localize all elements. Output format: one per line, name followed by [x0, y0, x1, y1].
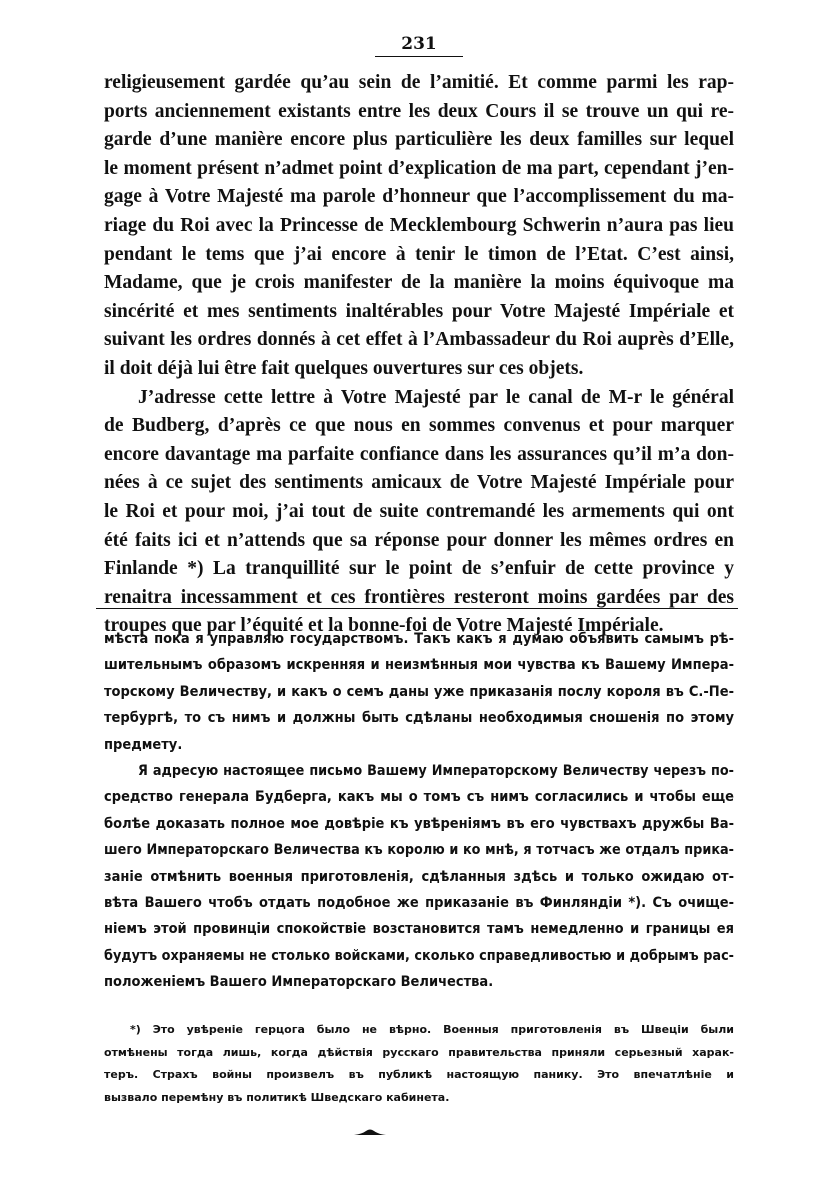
french-line: garde d’une manière encore plus particulière les deux familles sur lequel	[104, 129, 734, 151]
french-line: le moment présent n’admet point d’explication de ma part, cependant j’en-	[104, 157, 734, 179]
footnote-line: *) Это увѣреніе герцога было не вѣрно. Военныя приготовленія въ Швеціи были	[130, 1023, 734, 1036]
russian-line: шего Императорскаго Величества къ королю и ко мнѣ, я тотчасъ же отдалъ прика-	[104, 842, 734, 859]
french-line: sincérité et mes sentiments inaltérables pour Votre Majesté Impériale et	[104, 300, 734, 322]
french-line: suivant les ordres donnés à cet effet à l’Ambassadeur du Roi auprès d’Elle,	[104, 329, 734, 351]
russian-line: средство генерала Будберга, какъ мы о томъ съ нимъ согласились и чтобы еще	[104, 789, 734, 806]
russian-line: ніемъ этой провинціи спокойствіе возстановится тамъ немедленно и границы ея	[104, 921, 734, 938]
french-line: nées à ce sujet des sentiments amicaux de Votre Majesté Impériale pour	[104, 472, 734, 494]
footnote-line: вызвало перемѣну въ политикѣ Шведскаго кабинета.	[104, 1090, 450, 1104]
french-line: été faits ici et n’attends que sa réponse pour donner les mêmes ordres en	[104, 529, 734, 551]
french-text	[104, 68, 734, 637]
french-line: renaitra incessamment et ces frontières resteront moins gardées par des	[104, 586, 734, 608]
page-number	[0, 34, 838, 57]
russian-line: заніе отмѣнить военныя приготовленія, сдѣланныя здѣсь и только ожидаю от-	[104, 868, 734, 885]
footnote-line: отмѣнены тогда лишь, когда дѣйствія русскаго правительства приняли серьезный харак-	[104, 1045, 734, 1059]
footnote	[104, 1018, 734, 1113]
russian-line: торскому Величеству, и какъ о семъ даны уже приказанія послу короля въ С.-Пе-	[104, 683, 734, 700]
russian-line: положеніемъ Вашего Императорскаго Величества.	[104, 974, 494, 991]
french-line: riage du Roi avec la Princesse de Mecklembourg Schwerin n’aura pas lieu	[104, 215, 734, 236]
page-number-text: 231	[375, 34, 463, 57]
footnote-line: теръ. Страхъ войны произвелъ въ публикѣ настоящую панику. Это впечатлѣніе и	[104, 1068, 734, 1081]
french-line: le Roi et pour moi, j’ai tout de suite contremandé les armements qui ont	[104, 501, 734, 522]
french-line: Madame, que je crois manifester de la manière la moins équivoque ma	[104, 272, 734, 294]
french-line: Finlande *) La tranquillité sur le point de s’enfuir de cette province y	[104, 558, 734, 580]
end-ornament-icon	[354, 1128, 386, 1136]
russian-line: шительнымъ образомъ искренняя и неизмѣнныя мои чувства къ Вашему Импера-	[104, 657, 734, 674]
russian-line: тербургѣ, то съ нимъ и должны быть сдѣланы необходимыя сношенія по этому	[104, 710, 734, 727]
russian-line: будутъ охраняемы не столько войсками, сколько справедливостью и добрымъ рас-	[104, 947, 734, 964]
french-line: pendant le tems que j’ai encore à tenir le timon de l’Etat. C’est ainsi,	[104, 243, 734, 265]
russian-line: Я адресую настоящее письмо Вашему Императорскому Величеству черезъ по-	[138, 763, 734, 779]
french-line: de Budberg, d’après ce que nous en sommes convenus et pour marquer	[104, 415, 734, 437]
russian-line: предмету.	[104, 736, 183, 753]
russian-line: мѣста пока я управляю государствомъ. Такъ какъ я думаю объявить самымъ рѣ-	[104, 631, 734, 647]
russian-line: болѣе доказать полное мое довѣріе къ увѣреніямъ въ его чувствахъ дружбы Ва-	[104, 815, 734, 832]
french-line: J’adresse cette lettre à Votre Majesté par le canal de M-r le général	[138, 386, 734, 408]
french-line: il doit déjà lui être fait quelques ouvertures sur ces objets.	[104, 358, 584, 379]
french-line: religieusement gardée qu’au sein de l’amitié. Et comme parmi les rap-	[104, 72, 734, 93]
french-line: ports anciennement existants entre les deux Cours il se trouve un qui re-	[104, 100, 734, 122]
french-line: troupes que par l’équité et la bonne-foi de Votre Majesté Impériale.	[104, 615, 664, 637]
russian-text	[104, 626, 734, 996]
separator-rule	[96, 608, 738, 609]
french-line: gage à Votre Majesté ma parole d’honneur que l’accomplissement du ma-	[104, 186, 734, 208]
russian-line: вѣта Вашего чтобъ отдать подобное же приказаніе въ Финляндіи *). Съ очище-	[104, 895, 734, 911]
french-line: encore davantage ma parfaite confiance dans les assurances qu’il m’a don-	[104, 443, 734, 465]
